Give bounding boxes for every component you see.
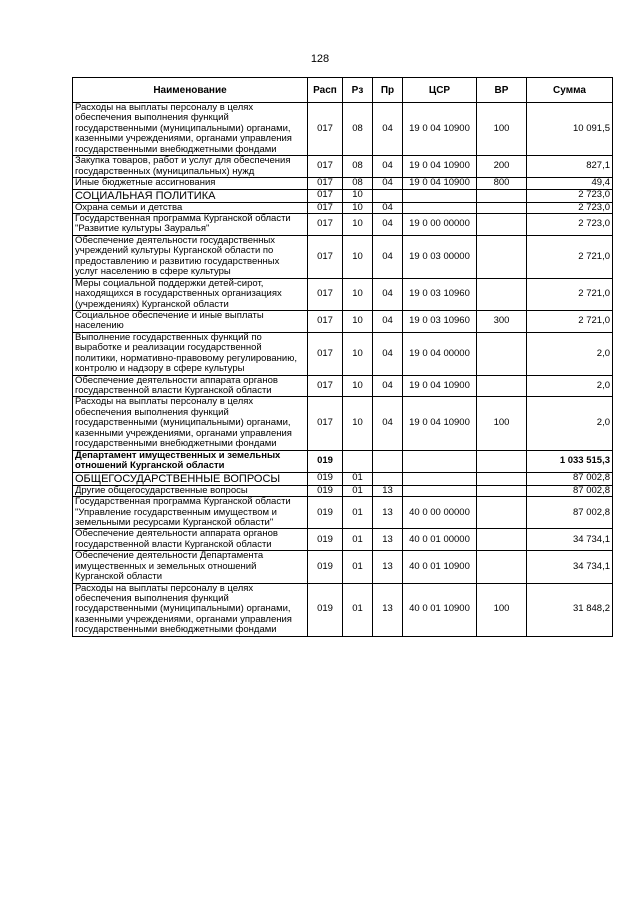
cell-pr: 04 [373, 310, 403, 332]
table-row [73, 189, 613, 202]
cell-csr [403, 450, 477, 472]
cell-pr: 13 [373, 485, 403, 496]
table-row [73, 375, 613, 397]
cell-pr: 04 [373, 278, 403, 310]
cell-name: Обеспечение деятельности аппарата органов государственной власти Курганской области [73, 375, 308, 397]
cell-vr [477, 529, 527, 551]
table-row [73, 103, 613, 156]
cell-pr: 04 [373, 332, 403, 375]
table-row [73, 583, 613, 636]
cell-sum: 87 002,8 [527, 485, 613, 496]
table-row [73, 156, 613, 178]
cell-rasp: 017 [308, 189, 343, 202]
cell-sum: 34 734,1 [527, 529, 613, 551]
cell-csr: 19 0 03 10960 [403, 310, 477, 332]
table-row [73, 310, 613, 332]
cell-name: Меры социальной поддержки детей-сирот, находящихся в государственных организациях (учреждениях) Курганской области [73, 278, 308, 310]
cell-name: Иные бюджетные ассигнования [73, 178, 308, 189]
cell-rz: 10 [343, 375, 373, 397]
cell-pr: 04 [373, 202, 403, 213]
cell-rz: 08 [343, 103, 373, 156]
cell-rasp: 019 [308, 472, 343, 485]
table-header-row [73, 78, 613, 103]
table-row [73, 178, 613, 189]
cell-vr [477, 332, 527, 375]
cell-csr: 19 0 03 00000 [403, 235, 477, 278]
cell-csr [403, 472, 477, 485]
table-row [73, 497, 613, 529]
cell-csr: 40 0 01 10900 [403, 583, 477, 636]
cell-rz: 10 [343, 189, 373, 202]
cell-pr: 04 [373, 103, 403, 156]
cell-sum: 87 002,8 [527, 497, 613, 529]
cell-sum: 827,1 [527, 156, 613, 178]
cell-rasp: 019 [308, 551, 343, 583]
cell-rz: 01 [343, 497, 373, 529]
table-row [73, 397, 613, 450]
cell-csr [403, 485, 477, 496]
table-row [73, 235, 613, 278]
cell-pr: 13 [373, 497, 403, 529]
table-row [73, 450, 613, 472]
cell-vr [477, 189, 527, 202]
cell-rasp: 017 [308, 235, 343, 278]
cell-csr [403, 189, 477, 202]
cell-csr: 40 0 01 10900 [403, 551, 477, 583]
cell-rz: 01 [343, 485, 373, 496]
page-number: 128 [310, 53, 330, 65]
cell-sum: 87 002,8 [527, 472, 613, 485]
cell-vr [477, 375, 527, 397]
cell-name: Охрана семьи и детства [73, 202, 308, 213]
cell-rz: 10 [343, 310, 373, 332]
cell-rasp: 017 [308, 214, 343, 236]
cell-name: Закупка товаров, работ и услуг для обеспечения государственных (муниципальных) нужд [73, 156, 308, 178]
cell-rz: 10 [343, 332, 373, 375]
cell-rasp: 017 [308, 375, 343, 397]
cell-name: Государственная программа Курганской области "Развитие культуры Зауралья" [73, 214, 308, 236]
budget-table [72, 77, 613, 637]
cell-pr [373, 450, 403, 472]
cell-pr: 13 [373, 551, 403, 583]
cell-pr: 13 [373, 583, 403, 636]
cell-rasp: 019 [308, 497, 343, 529]
cell-rz: 10 [343, 397, 373, 450]
cell-csr: 19 0 04 10900 [403, 178, 477, 189]
cell-csr: 40 0 01 00000 [403, 529, 477, 551]
table-row [73, 551, 613, 583]
cell-name: СОЦИАЛЬНАЯ ПОЛИТИКА [73, 189, 308, 202]
cell-rz [343, 450, 373, 472]
cell-rz: 01 [343, 529, 373, 551]
cell-rasp: 017 [308, 202, 343, 213]
cell-sum: 10 091,5 [527, 103, 613, 156]
table-row [73, 472, 613, 485]
cell-sum: 2,0 [527, 375, 613, 397]
table-row [73, 485, 613, 496]
cell-rasp: 017 [308, 156, 343, 178]
cell-csr: 19 0 04 10900 [403, 375, 477, 397]
cell-name: Департамент имущественных и земельных отношений Курганской области [73, 450, 308, 472]
cell-pr: 04 [373, 214, 403, 236]
cell-pr [373, 472, 403, 485]
cell-sum: 49,4 [527, 178, 613, 189]
cell-name: Социальное обеспечение и иные выплаты населению [73, 310, 308, 332]
cell-rasp: 017 [308, 178, 343, 189]
cell-name: Другие общегосударственные вопросы [73, 485, 308, 496]
cell-csr: 19 0 00 00000 [403, 214, 477, 236]
header-pr: Пр [373, 78, 403, 103]
cell-csr: 19 0 03 10960 [403, 278, 477, 310]
cell-vr [477, 450, 527, 472]
cell-rasp: 019 [308, 583, 343, 636]
cell-rz: 10 [343, 278, 373, 310]
table-row [73, 214, 613, 236]
cell-vr [477, 214, 527, 236]
cell-vr: 100 [477, 583, 527, 636]
cell-rasp: 019 [308, 485, 343, 496]
header-rz: Рз [343, 78, 373, 103]
header-rasp: Расп [308, 78, 343, 103]
cell-rasp: 019 [308, 450, 343, 472]
cell-rz: 10 [343, 202, 373, 213]
cell-pr: 04 [373, 235, 403, 278]
cell-name: Обеспечение деятельности государственных учреждений культуры Курганской области по предоставлению и развитию государственных услуг населению в сфере культуры [73, 235, 308, 278]
table-row [73, 529, 613, 551]
cell-csr: 40 0 00 00000 [403, 497, 477, 529]
cell-vr [477, 235, 527, 278]
cell-csr: 19 0 04 10900 [403, 397, 477, 450]
cell-rz: 01 [343, 472, 373, 485]
table-body [73, 103, 613, 637]
cell-vr [477, 497, 527, 529]
cell-vr: 100 [477, 397, 527, 450]
table-row [73, 278, 613, 310]
cell-sum: 31 848,2 [527, 583, 613, 636]
cell-rz: 08 [343, 156, 373, 178]
header-csr: ЦСР [403, 78, 477, 103]
cell-rasp: 017 [308, 397, 343, 450]
header-name: Наименование [73, 78, 308, 103]
cell-vr [477, 551, 527, 583]
cell-sum: 2 721,0 [527, 235, 613, 278]
cell-vr: 100 [477, 103, 527, 156]
cell-name: ОБЩЕГОСУДАРСТВЕННЫЕ ВОПРОСЫ [73, 472, 308, 485]
cell-rz: 01 [343, 551, 373, 583]
cell-sum: 2 721,0 [527, 310, 613, 332]
cell-pr: 04 [373, 178, 403, 189]
header-sum: Сумма [527, 78, 613, 103]
cell-csr: 19 0 04 10900 [403, 103, 477, 156]
cell-vr [477, 278, 527, 310]
cell-name: Обеспечение деятельности аппарата органов государственной власти Курганской области [73, 529, 308, 551]
cell-rasp: 019 [308, 529, 343, 551]
cell-name: Государственная программа Курганской области "Управление государственным имуществом и земельными ресурсами Курганской области" [73, 497, 308, 529]
cell-csr: 19 0 04 00000 [403, 332, 477, 375]
cell-rasp: 017 [308, 103, 343, 156]
cell-sum: 2 723,0 [527, 214, 613, 236]
cell-sum: 2 723,0 [527, 189, 613, 202]
cell-csr: 19 0 04 10900 [403, 156, 477, 178]
cell-pr: 13 [373, 529, 403, 551]
cell-vr [477, 472, 527, 485]
cell-sum: 2,0 [527, 332, 613, 375]
cell-pr: 04 [373, 156, 403, 178]
cell-pr: 04 [373, 375, 403, 397]
cell-rz: 10 [343, 235, 373, 278]
cell-sum: 2 723,0 [527, 202, 613, 213]
cell-rz: 10 [343, 214, 373, 236]
cell-vr [477, 202, 527, 213]
cell-sum: 34 734,1 [527, 551, 613, 583]
cell-name: Расходы на выплаты персоналу в целях обеспечения выполнения функций государственными (муниципальными) органами, казенными учреждениями, органами управления государственными внебюджетными фондами [73, 397, 308, 450]
header-vr: ВР [477, 78, 527, 103]
cell-vr: 800 [477, 178, 527, 189]
cell-csr [403, 202, 477, 213]
cell-name: Обеспечение деятельности Департамента имущественных и земельных отношений Курганской области [73, 551, 308, 583]
cell-vr: 200 [477, 156, 527, 178]
cell-rasp: 017 [308, 310, 343, 332]
cell-name: Расходы на выплаты персоналу в целях обеспечения выполнения функций государственными (муниципальными) органами, казенными учреждениями, органами управления государственными внебюджетными фондами [73, 103, 308, 156]
cell-name: Расходы на выплаты персоналу в целях обеспечения выполнения функций государственными (муниципальными) органами, казенными учреждениями, органами управления государственными внебюджетными фондами [73, 583, 308, 636]
cell-pr [373, 189, 403, 202]
cell-vr: 300 [477, 310, 527, 332]
cell-rasp: 017 [308, 332, 343, 375]
cell-sum: 2 721,0 [527, 278, 613, 310]
cell-vr [477, 485, 527, 496]
cell-rasp: 017 [308, 278, 343, 310]
cell-rz: 08 [343, 178, 373, 189]
cell-sum: 2,0 [527, 397, 613, 450]
cell-name: Выполнение государственных функций по выработке и реализации государственной политики, нормативно-правовому регулированию, контролю и надзору в сфере культуры [73, 332, 308, 375]
cell-pr: 04 [373, 397, 403, 450]
table-row [73, 332, 613, 375]
cell-rz: 01 [343, 583, 373, 636]
cell-sum: 1 033 515,3 [527, 450, 613, 472]
table-row [73, 202, 613, 213]
